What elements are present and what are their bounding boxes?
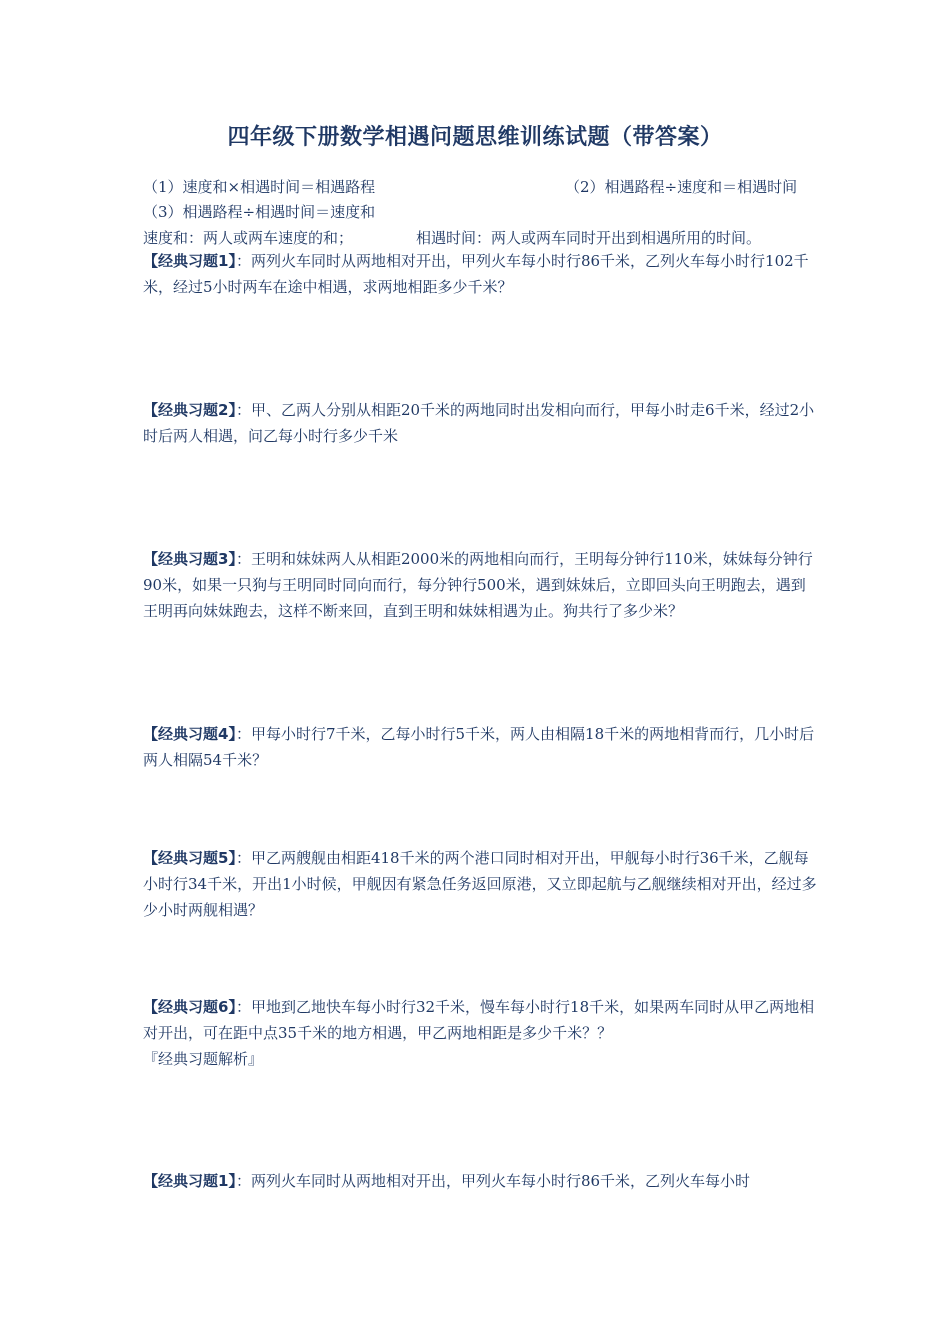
problem-text: ：两列火车同时从两地相对开出，甲列火车每小时行86千米，乙列火车每小时	[235, 1172, 751, 1190]
problem-label: 【经典习题4】	[143, 725, 236, 743]
analysis-heading: 『经典习题解析』	[143, 1050, 264, 1068]
problem-label: 【经典习题2】	[143, 401, 236, 419]
problem-3	[143, 546, 818, 624]
analysis-problem-1	[143, 1168, 818, 1194]
problem-6	[143, 994, 818, 1046]
definition-speed-sum: 速度和：两人或两车速度的和；	[143, 229, 354, 247]
problem-text: ：王明和妹妹两人从相距2000米的两地相向而行，王明每分钟行110米，妹妹每分钟行90米，如果一只狗与王明同时同向而行，每分钟行500米，遇到妹妹后，立即回头向王明跑去，遇到王明再向妹妹跑去，这样不断来回，直到王明和妹妹相遇为止。狗共行了多少米？	[143, 550, 813, 620]
problem-text: ：甲、乙两人分别从相距20千米的两地同时出发相向而行，甲每小时走6千米，经过2小时后两人相遇，问乙每小时行多少千米	[143, 401, 815, 445]
problem-label: 【经典习题6】	[143, 998, 236, 1016]
problem-label: 【经典习题5】	[143, 849, 236, 867]
problem-4	[143, 721, 818, 773]
problem-label: 【经典习题3】	[143, 550, 236, 568]
formula-2: （2）相遇路程÷速度和＝相遇时间	[565, 178, 798, 196]
problem-text: ：甲每小时行7千米，乙每小时行5千米，两人由相隔18千米的两地相背而行，几小时后两人相隔54千米？	[143, 725, 815, 769]
problem-1	[143, 248, 818, 300]
page-title: 四年级下册数学相遇问题思维训练试题（带答案）	[227, 124, 723, 150]
problem-text: ：两列火车同时从两地相对开出，甲列火车每小时行86千米，乙列火车每小时行102千米，经过5小时两车在途中相遇，求两地相距多少千米？	[143, 252, 809, 296]
problem-text: ：甲乙两艘舰由相距418千米的两个港口同时相对开出，甲舰每小时行36千米，乙舰每小时行34千米，开出1小时候，甲舰因有紧急任务返回原港，又立即起航与乙舰继续相对开出，经过多少小时两舰相遇？	[143, 849, 817, 919]
formula-1: （1）速度和×相遇时间＝相遇路程	[143, 178, 376, 196]
definition-meet-time: 相遇时间：两人或两车同时开出到相遇所用的时间。	[416, 229, 762, 247]
problem-text: ：甲地到乙地快车每小时行32千米，慢车每小时行18千米，如果两车同时从甲乙两地相对开出，可在距中点35千米的地方相遇，甲乙两地相距是多少千米？？	[143, 998, 815, 1042]
problem-label: 【经典习题1】	[143, 252, 236, 270]
formula-3: （3）相遇路程÷相遇时间＝速度和	[143, 203, 376, 221]
problem-2	[143, 397, 818, 449]
problem-5	[143, 845, 818, 923]
problem-label: 【经典习题1】	[143, 1172, 236, 1190]
